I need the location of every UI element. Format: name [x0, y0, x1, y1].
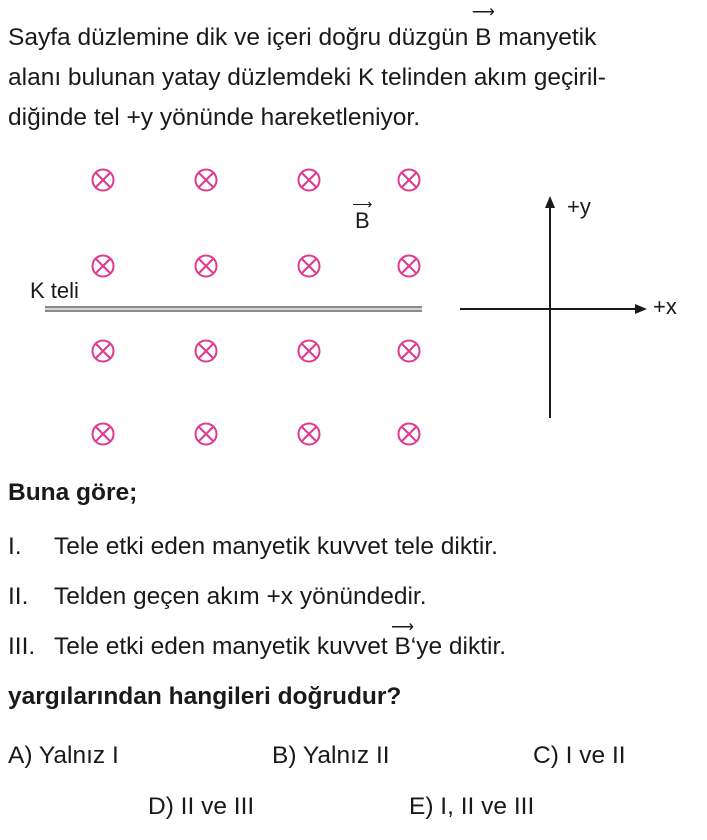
field-into-page-icon [297, 254, 321, 278]
statement-text: Tele etki eden manyetik kuvvet tele diktir. [54, 533, 498, 560]
vector-symbol: B [355, 208, 370, 233]
statement-text: Tele etki eden manyetik kuvvet [54, 633, 395, 660]
option-b[interactable]: B) Yalnız II [272, 742, 390, 769]
intro-line-2: alanı bulunan yatay düzlemdeki K telinden akım geçiril- [8, 64, 606, 91]
field-into-page-icon [194, 339, 218, 363]
field-into-page-icon [397, 339, 421, 363]
axis-y-label: +y [567, 194, 591, 219]
intro-line-1 [8, 4, 703, 58]
wire-k [45, 306, 422, 312]
option-e[interactable]: E) I, II ve III [409, 793, 535, 820]
vector-b [471, 4, 495, 58]
question-prompt: yargılarından hangileri doğrudur? [8, 683, 402, 710]
option-d[interactable]: D) II ve III [148, 793, 255, 820]
field-into-page-icon [194, 254, 218, 278]
intro-text: Sayfa düzlemine dik ve içeri doğru düzgün [8, 24, 476, 51]
statement-2 [8, 583, 427, 611]
field-into-page-icon [297, 168, 321, 192]
intro-text-end: manyetik [491, 24, 597, 51]
vector-arrow-icon: ⟶ [391, 619, 415, 636]
statement-text: Telden geçen akım +x yönündedir. [54, 583, 427, 610]
vector-arrow-icon: ⟶ [471, 4, 495, 21]
statement-1 [8, 533, 498, 561]
physics-figure [0, 158, 707, 458]
field-into-page-icon [194, 422, 218, 446]
vector-b [352, 196, 373, 234]
field-into-page-icon [91, 168, 115, 192]
statement-3 [8, 619, 507, 661]
question-intro [8, 4, 703, 138]
vector-b [391, 619, 415, 661]
field-into-page-icon [91, 422, 115, 446]
field-into-page-icon [194, 168, 218, 192]
axis-x-label: +x [653, 294, 677, 319]
coordinate-axes [450, 188, 690, 428]
field-into-page-icon [397, 168, 421, 192]
intro-line-3: diğinde tel +y yönünde hareketleniyor. [8, 104, 421, 131]
field-into-page-icon [297, 422, 321, 446]
statement-text-end: ‘ye diktir. [410, 633, 507, 660]
statement-number: III. [8, 633, 36, 660]
field-into-page-icon [91, 339, 115, 363]
statement-number: II. [8, 583, 29, 610]
field-into-page-icon [397, 254, 421, 278]
wire-label: K teli [30, 278, 79, 303]
field-into-page-icon [91, 254, 115, 278]
statement-number: I. [8, 533, 22, 560]
option-a[interactable]: A) Yalnız I [8, 742, 119, 769]
option-c[interactable]: C) I ve II [533, 742, 626, 769]
vector-arrow-icon: ⟶ [352, 196, 373, 212]
vector-symbol: B [394, 633, 411, 660]
field-into-page-icon [397, 422, 421, 446]
vector-symbol: B [475, 24, 492, 51]
field-label [352, 196, 373, 234]
field-into-page-icon [297, 339, 321, 363]
question-lead: Buna göre; [8, 479, 138, 506]
